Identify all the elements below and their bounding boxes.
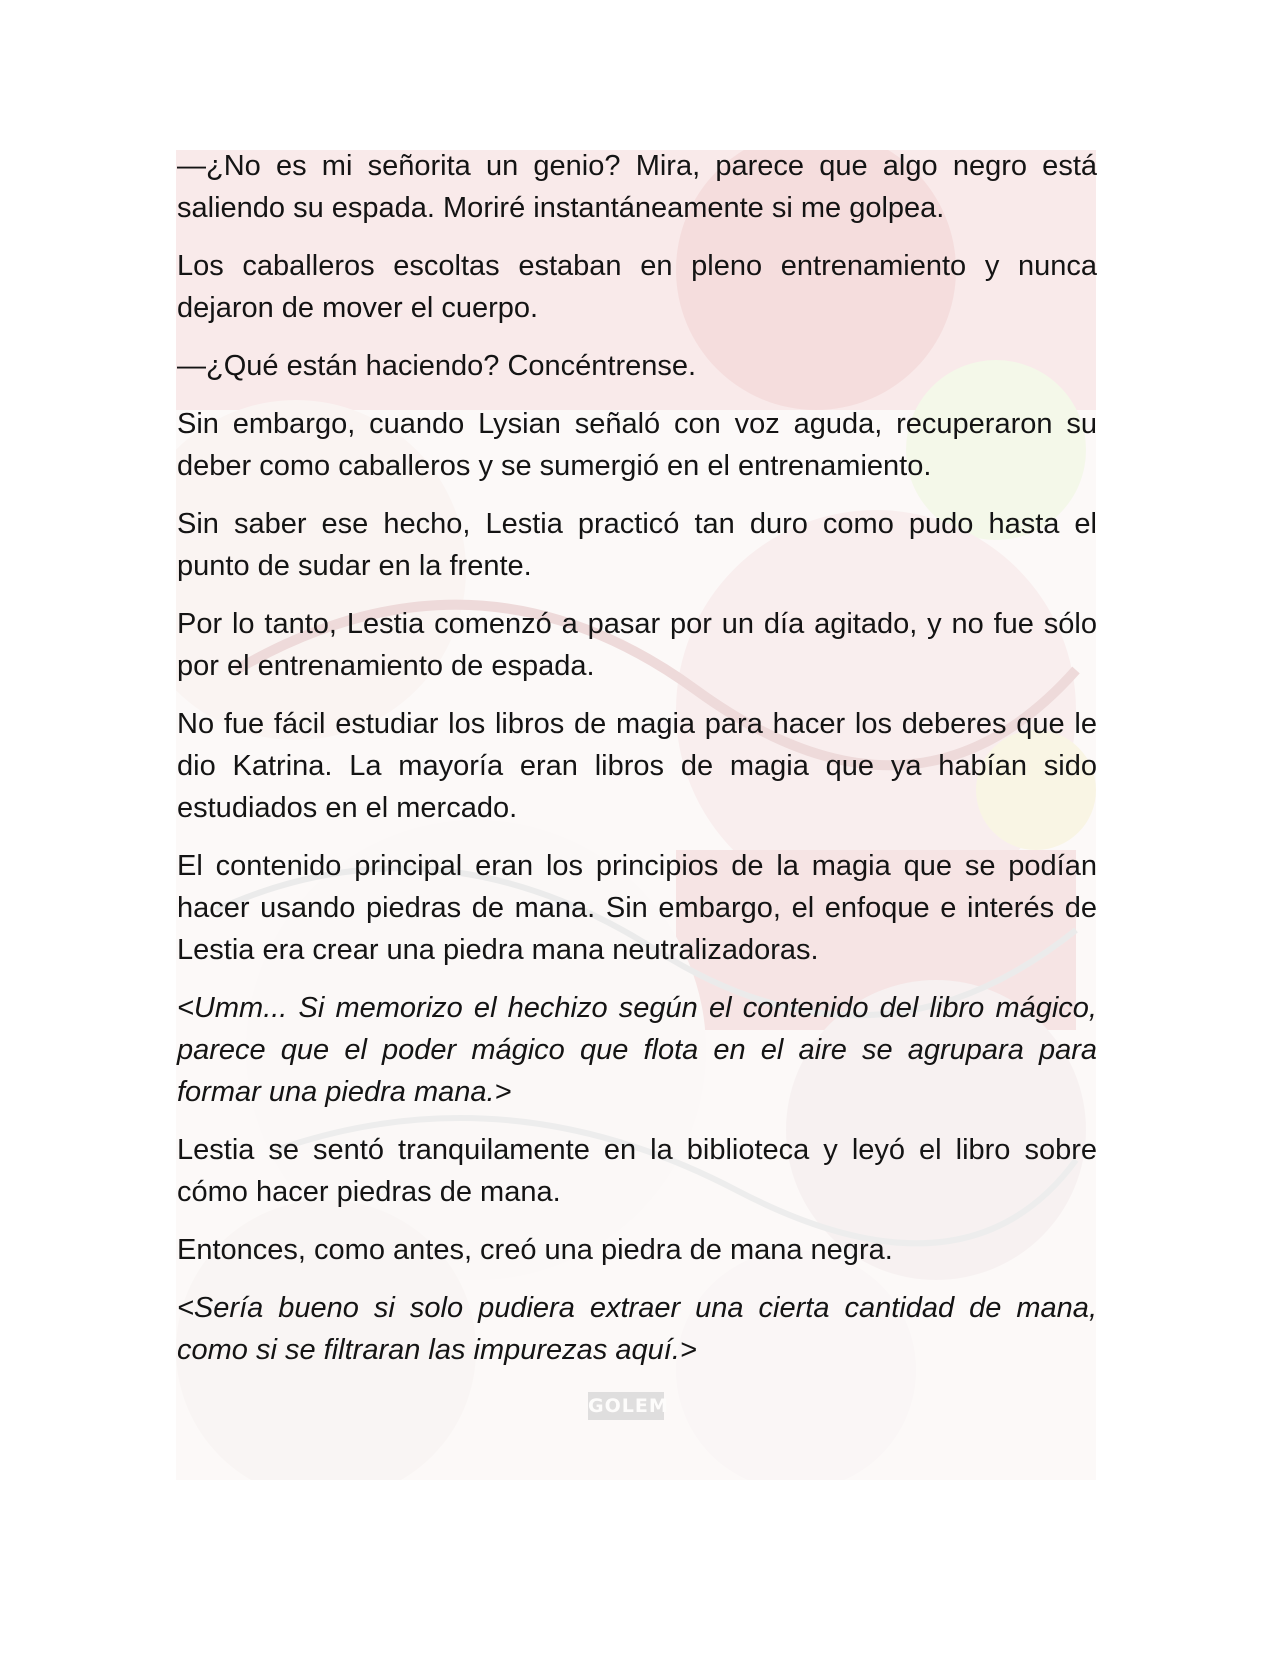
- paragraph: Por lo tanto, Lestia comenzó a pasar por un día agitado, y no fue sólo por el entrenamiento de espada.: [177, 608, 1097, 682]
- paragraph: —¿No es mi señorita un genio? Mira, parece que algo negro está saliendo su espada. Moriré instantáneamente si me golpea.: [177, 150, 1097, 224]
- paragraph: Entonces, como antes, creó una piedra de mana negra.: [177, 1234, 893, 1266]
- paragraph: Los caballeros escoltas estaban en pleno entrenamiento y nunca dejaron de mover el cuerpo.: [177, 250, 1097, 324]
- paragraph: Sin saber ese hecho, Lestia practicó tan duro como pudo hasta el punto de sudar en la frente.: [177, 508, 1097, 582]
- paragraph: —¿Qué están haciendo? Concéntrense.: [177, 350, 697, 382]
- document-body: [177, 145, 1097, 1387]
- paragraph: <Sería bueno si solo pudiera extraer una cierta cantidad de mana, como si se filtraran las impurezas aquí.>: [177, 1292, 1097, 1366]
- paragraph: Lestia se sentó tranquilamente en la biblioteca y leyó el libro sobre cómo hacer piedras de mana.: [177, 1134, 1097, 1208]
- golem-watermark-logo: GOLEM: [588, 1392, 664, 1420]
- paragraph: No fue fácil estudiar los libros de magia para hacer los deberes que le dio Katrina. La mayoría eran libros de magia que ya habían sido estudiados en el mercado.: [177, 708, 1097, 824]
- paragraph: <Umm... Si memorizo el hechizo según el contenido del libro mágico, parece que el poder mágico que flota en el aire se agrupara para formar una piedra mana.>: [177, 992, 1097, 1108]
- paragraph: Sin embargo, cuando Lysian señaló con voz aguda, recuperaron su deber como caballeros y se sumergió en el entrenamiento.: [177, 408, 1097, 482]
- paragraph: El contenido principal eran los principios de la magia que se podían hacer usando piedras de mana. Sin embargo, el enfoque e interés de Lestia era crear una piedra mana neutralizadoras.: [177, 850, 1097, 966]
